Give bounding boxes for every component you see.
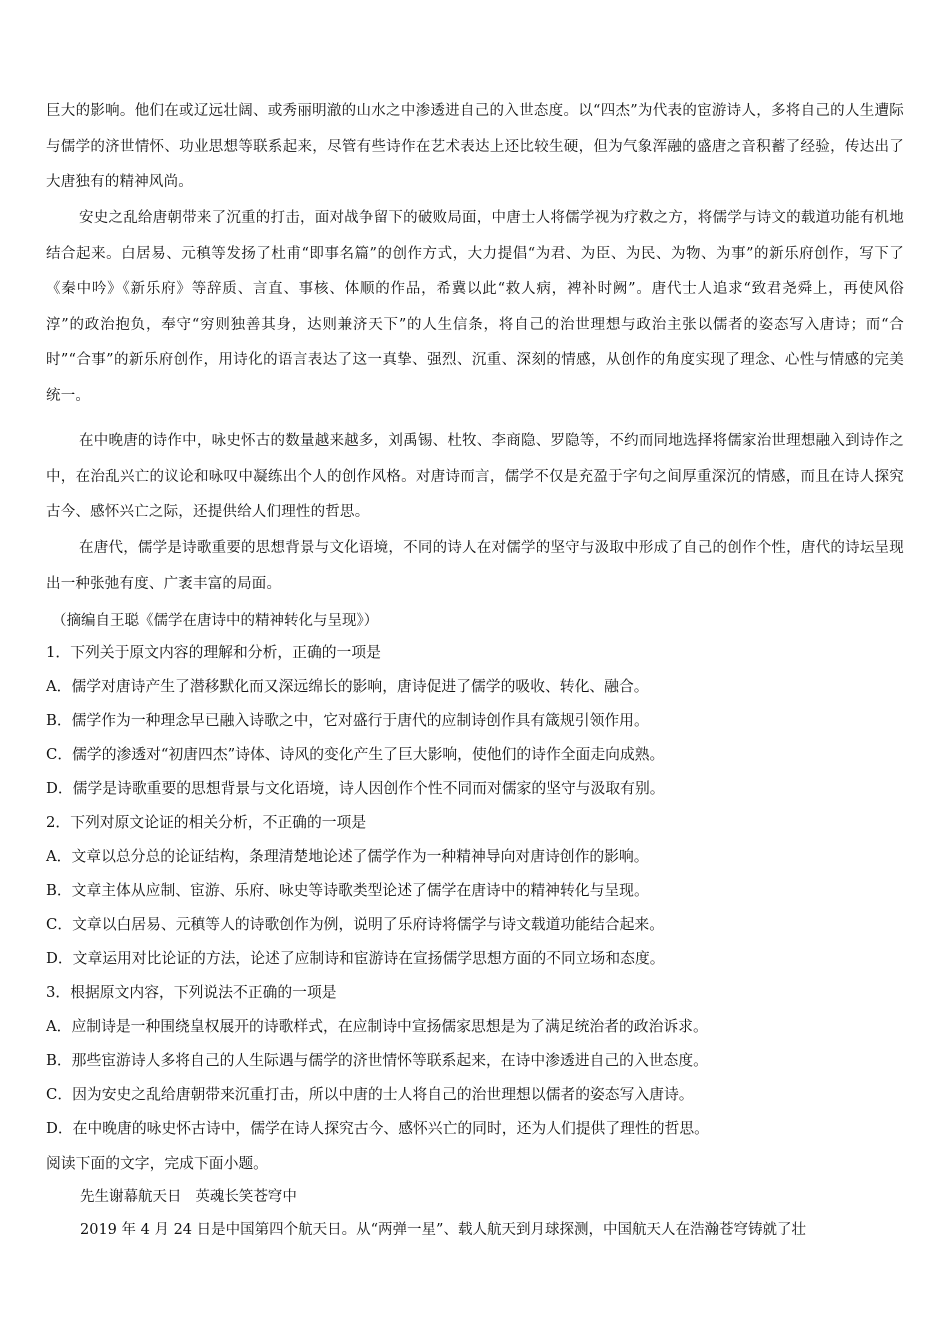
passage-paragraph-3: 在中晚唐的诗作中，咏史怀古的数量越来越多，刘禹锡、杜牧、李商隐、罗隐等，不约而同地选择将儒家治世理想融入到诗作之中，在治乱兴亡的议论和咏叹中凝练出个人的创作风格。对唐诗而言，儒学不仅是充盈于字句之间厚重深沉的情感，而且在诗人探究古今、感怀兴亡之际，还提供给人们理性的哲思。 bbox=[46, 433, 904, 520]
question-2-option-c: C．文章以白居易、元稹等人的诗歌创作为例，说明了乐府诗将儒学与诗文载道功能结合起来。 bbox=[46, 916, 664, 933]
question-3-option-a: A．应制诗是一种围绕皇权展开的诗歌样式，在应制诗中宣扬儒家思想是为了满足统治者的政治诉求。 bbox=[46, 1018, 708, 1035]
passage-paragraph-2: 安史之乱给唐朝带来了沉重的打击，面对战争留下的破败局面，中唐士人将儒学视为疗救之方，将儒学与诗文的载道功能有机地结合起来。白居易、元稹等发扬了杜甫“即事名篇”的创作方式，大力提倡“为君、为臣、为民、为物、为事”的新乐府创作，写下了《秦中吟》《新乐府》等辞质、言直、事核、体顺的作品，希冀以此“救人病，裨补时阙”。唐代士人追求“致君尧舜上，再使风俗淳”的政治抱负，奉守“穷则独善其身，达则兼济天下”的人生信条，将自己的治世理想与政治主张以儒者的姿态写入唐诗；而“合时”“合事”的新乐府创作，用诗化的语言表达了这一真挚、强烈、沉重、深刻的情感，从创作的角度实现了理念、心性与情感的完美统一。 bbox=[46, 210, 904, 404]
question-3-option-b: B．那些宦游诗人多将自己的人生际遇与儒学的济世情怀等联系起来，在诗中渗透进自己的入世态度。 bbox=[46, 1052, 708, 1069]
question-3-option-c: C．因为安史之乱给唐朝带来沉重打击，所以中唐的士人将自己的治世理想以儒者的姿态写入唐诗。 bbox=[46, 1086, 694, 1103]
question-3-option-d: D．在中晚唐的咏史怀古诗中，儒学在诗人探究古今、感怀兴亡的同时，还为人们提供了理性的哲思。 bbox=[46, 1120, 709, 1137]
passage-paragraph-4: 在唐代，儒学是诗歌重要的思想背景与文化语境，不同的诗人在对儒学的坚守与汲取中形成了自己的创作个性，唐代的诗坛呈现出一种张弛有度、广袤丰富的局面。 bbox=[46, 540, 904, 592]
question-1-option-b: B．儒学作为一种理念早已融入诗歌之中，它对盛行于唐代的应制诗创作具有箴规引领作用。 bbox=[46, 712, 649, 729]
question-2-option-a: A．文章以总分总的论证结构，条理清楚地论述了儒学作为一种精神导向对唐诗创作的影响。 bbox=[46, 848, 649, 865]
question-1-stem: 1．下列关于原文内容的理解和分析，正确的一项是 bbox=[46, 644, 381, 661]
question-2-stem: 2．下列对原文论证的相关分析，不正确的一项是 bbox=[46, 814, 367, 831]
article-opening-line: 2019 年 4 月 24 日是中国第四个航天日。从“两弹一星”、载人航天到月球探测，中国航天人在浩瀚苍穹铸就了壮 bbox=[80, 1222, 806, 1238]
article-title: 先生谢幕航天日 英魂长笑苍穹中 bbox=[80, 1189, 297, 1205]
passage-source: （摘编自王聪《儒学在唐诗中的精神转化与呈现》） bbox=[52, 613, 379, 629]
question-1-option-a: A．儒学对唐诗产生了潜移默化而又深远绵长的影响，唐诗促进了儒学的吸收、转化、融合。 bbox=[46, 678, 649, 695]
reading-instruction: 阅读下面的文字，完成下面小题。 bbox=[46, 1155, 268, 1172]
question-3-stem: 3．根据原文内容，下列说法不正确的一项是 bbox=[46, 984, 337, 1001]
question-2-option-d: D．文章运用对比论证的方法，论述了应制诗和宦游诗在宣扬儒学思想方面的不同立场和态度。 bbox=[46, 950, 665, 967]
question-1-option-c: C．儒学的渗透对“初唐四杰”诗体、诗风的变化产生了巨大影响，使他们的诗作全面走向成熟。 bbox=[46, 746, 665, 763]
passage-paragraph-1: 巨大的影响。他们在或辽远壮阔、或秀丽明澈的山水之中渗透进自己的入世态度。以“四杰”为代表的宦游诗人，多将自己的人生遭际与儒学的济世情怀、功业思想等联系起来，尽管有些诗作在艺术表达上还比较生硬，但为气象浑融的盛唐之音积蓄了经验，传达出了大唐独有的精神风尚。 bbox=[46, 103, 904, 190]
question-1-option-d: D．儒学是诗歌重要的思想背景与文化语境，诗人因创作个性不同而对儒家的坚守与汲取有别。 bbox=[46, 780, 665, 797]
question-2-option-b: B．文章主体从应制、宦游、乐府、咏史等诗歌类型论述了儒学在唐诗中的精神转化与呈现。 bbox=[46, 882, 649, 899]
